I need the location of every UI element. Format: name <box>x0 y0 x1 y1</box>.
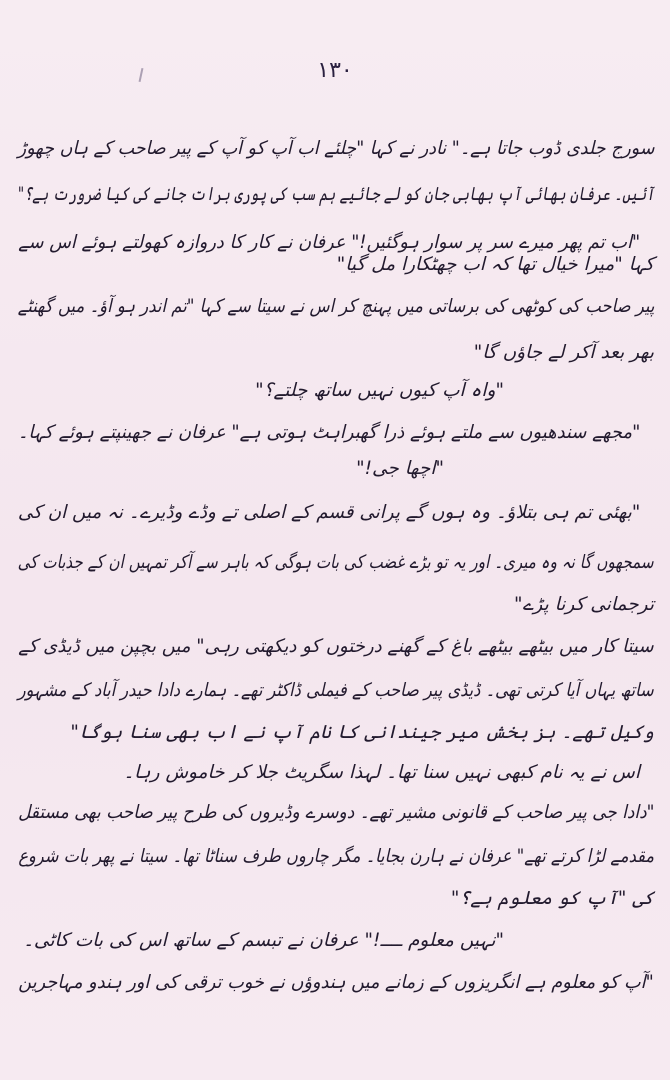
text-line: آئیں۔ عرفان بھائی آپ بھابی جان کو لے جائیے ہم سب کی پوری برات جانے کی کیا ضرورت ہے؟" <box>17 184 654 205</box>
text-line: "بھئی تم ہی بتلاؤ۔ وہ ہوں گے پرانی قسم کے اصلی تے وڈے وڈیرے۔ نہ میں ان کی <box>17 502 640 523</box>
text-line: ترجمانی کرنا پڑے" <box>514 594 654 615</box>
text-line: وکیل تھے۔ ہز بخش میر جیندانی کا نام آپ نے اب بھی سنا ہوگا" <box>70 722 654 743</box>
text-line: پیر صاحب کی کوٹھی کی برساتی میں پہنچ کر اس نے سیتا سے کہا "تم اندر ہو آؤ۔ میں گھنٹے <box>17 296 654 317</box>
text-line: کہا "میرا خیال تھا کہ اب چھٹکارا مل گیا" <box>336 254 654 275</box>
text-line: کی "آپ کو معلوم ہے؟" <box>450 888 654 909</box>
text-line: ساتھ یہاں آیا کرتی تھی۔ ڈیڈی پیر صاحب کے فیملی ڈاکٹر تھے۔ ہمارے دادا حیدر آباد کے مشہور <box>18 680 654 701</box>
text-line: "اچھا جی!" <box>356 458 444 479</box>
text-line: "واہ آپ کیوں نہیں ساتھ چلتے؟" <box>255 380 504 401</box>
text-line: "نہیں معلوم ــــ!" عرفان نے تبسم کے ساتھ اس کی بات کاٹی۔ <box>23 930 504 951</box>
text-line: سمجھوں گا نہ وہ میری۔ اور یہ تو بڑے غضب کی بات ہوگی کہ باہر سے آکر تمہیں ان کے جذبات کی <box>17 552 654 573</box>
text-line: سیتا کار میں بیٹھے بیٹھے باغ کے گھنے درختوں کو دیکھتی رہی" میں بچپن میں ڈیڈی کے <box>18 636 654 657</box>
text-line: "مجھے سندھیوں سے ملتے ہوئے ذرا گھبراہٹ ہوتی ہے" عرفان نے جھینپتے ہوئے کہا۔ <box>17 422 640 443</box>
text-line: سورج جلدی ڈوب جاتا ہے۔" نادر نے کہا "چلئے اب آپ کو آپ کے پیر صاحب کے ہاں چھوڑ <box>17 138 654 159</box>
text-line: اس نے یہ نام کبھی نہیں سنا تھا۔ لہذا سگریٹ جلا کر خاموش رہا۔ <box>123 762 640 783</box>
text-line: "اب تم پھر میرے سر پر سوار ہوگئیں!" عرفان نے کار کا دروازہ کھولتے ہوئے اس سے <box>18 232 640 253</box>
text-line: "آپ کو معلوم ہے انگریزوں کے زمانے میں ہندوؤں نے خوب ترقی کی اور ہندو مہاجرین <box>18 972 654 993</box>
text-line: مقدمے لڑا کرتے تھے" عرفان نے ہارن بجایا۔ مگر چاروں طرف سناٹا تھا۔ سیتا نے پھر بات شروع <box>18 846 654 867</box>
page-number: ١٣٠ <box>317 58 353 83</box>
text-line: بھر بعد آکر لے جاؤں گا" <box>473 342 654 363</box>
text-line: "دادا جی پیر صاحب کے قانونی مشیر تھے۔ دوسرے وڈیروں کی طرح پیر صاحب بھی مستقل <box>17 802 654 823</box>
